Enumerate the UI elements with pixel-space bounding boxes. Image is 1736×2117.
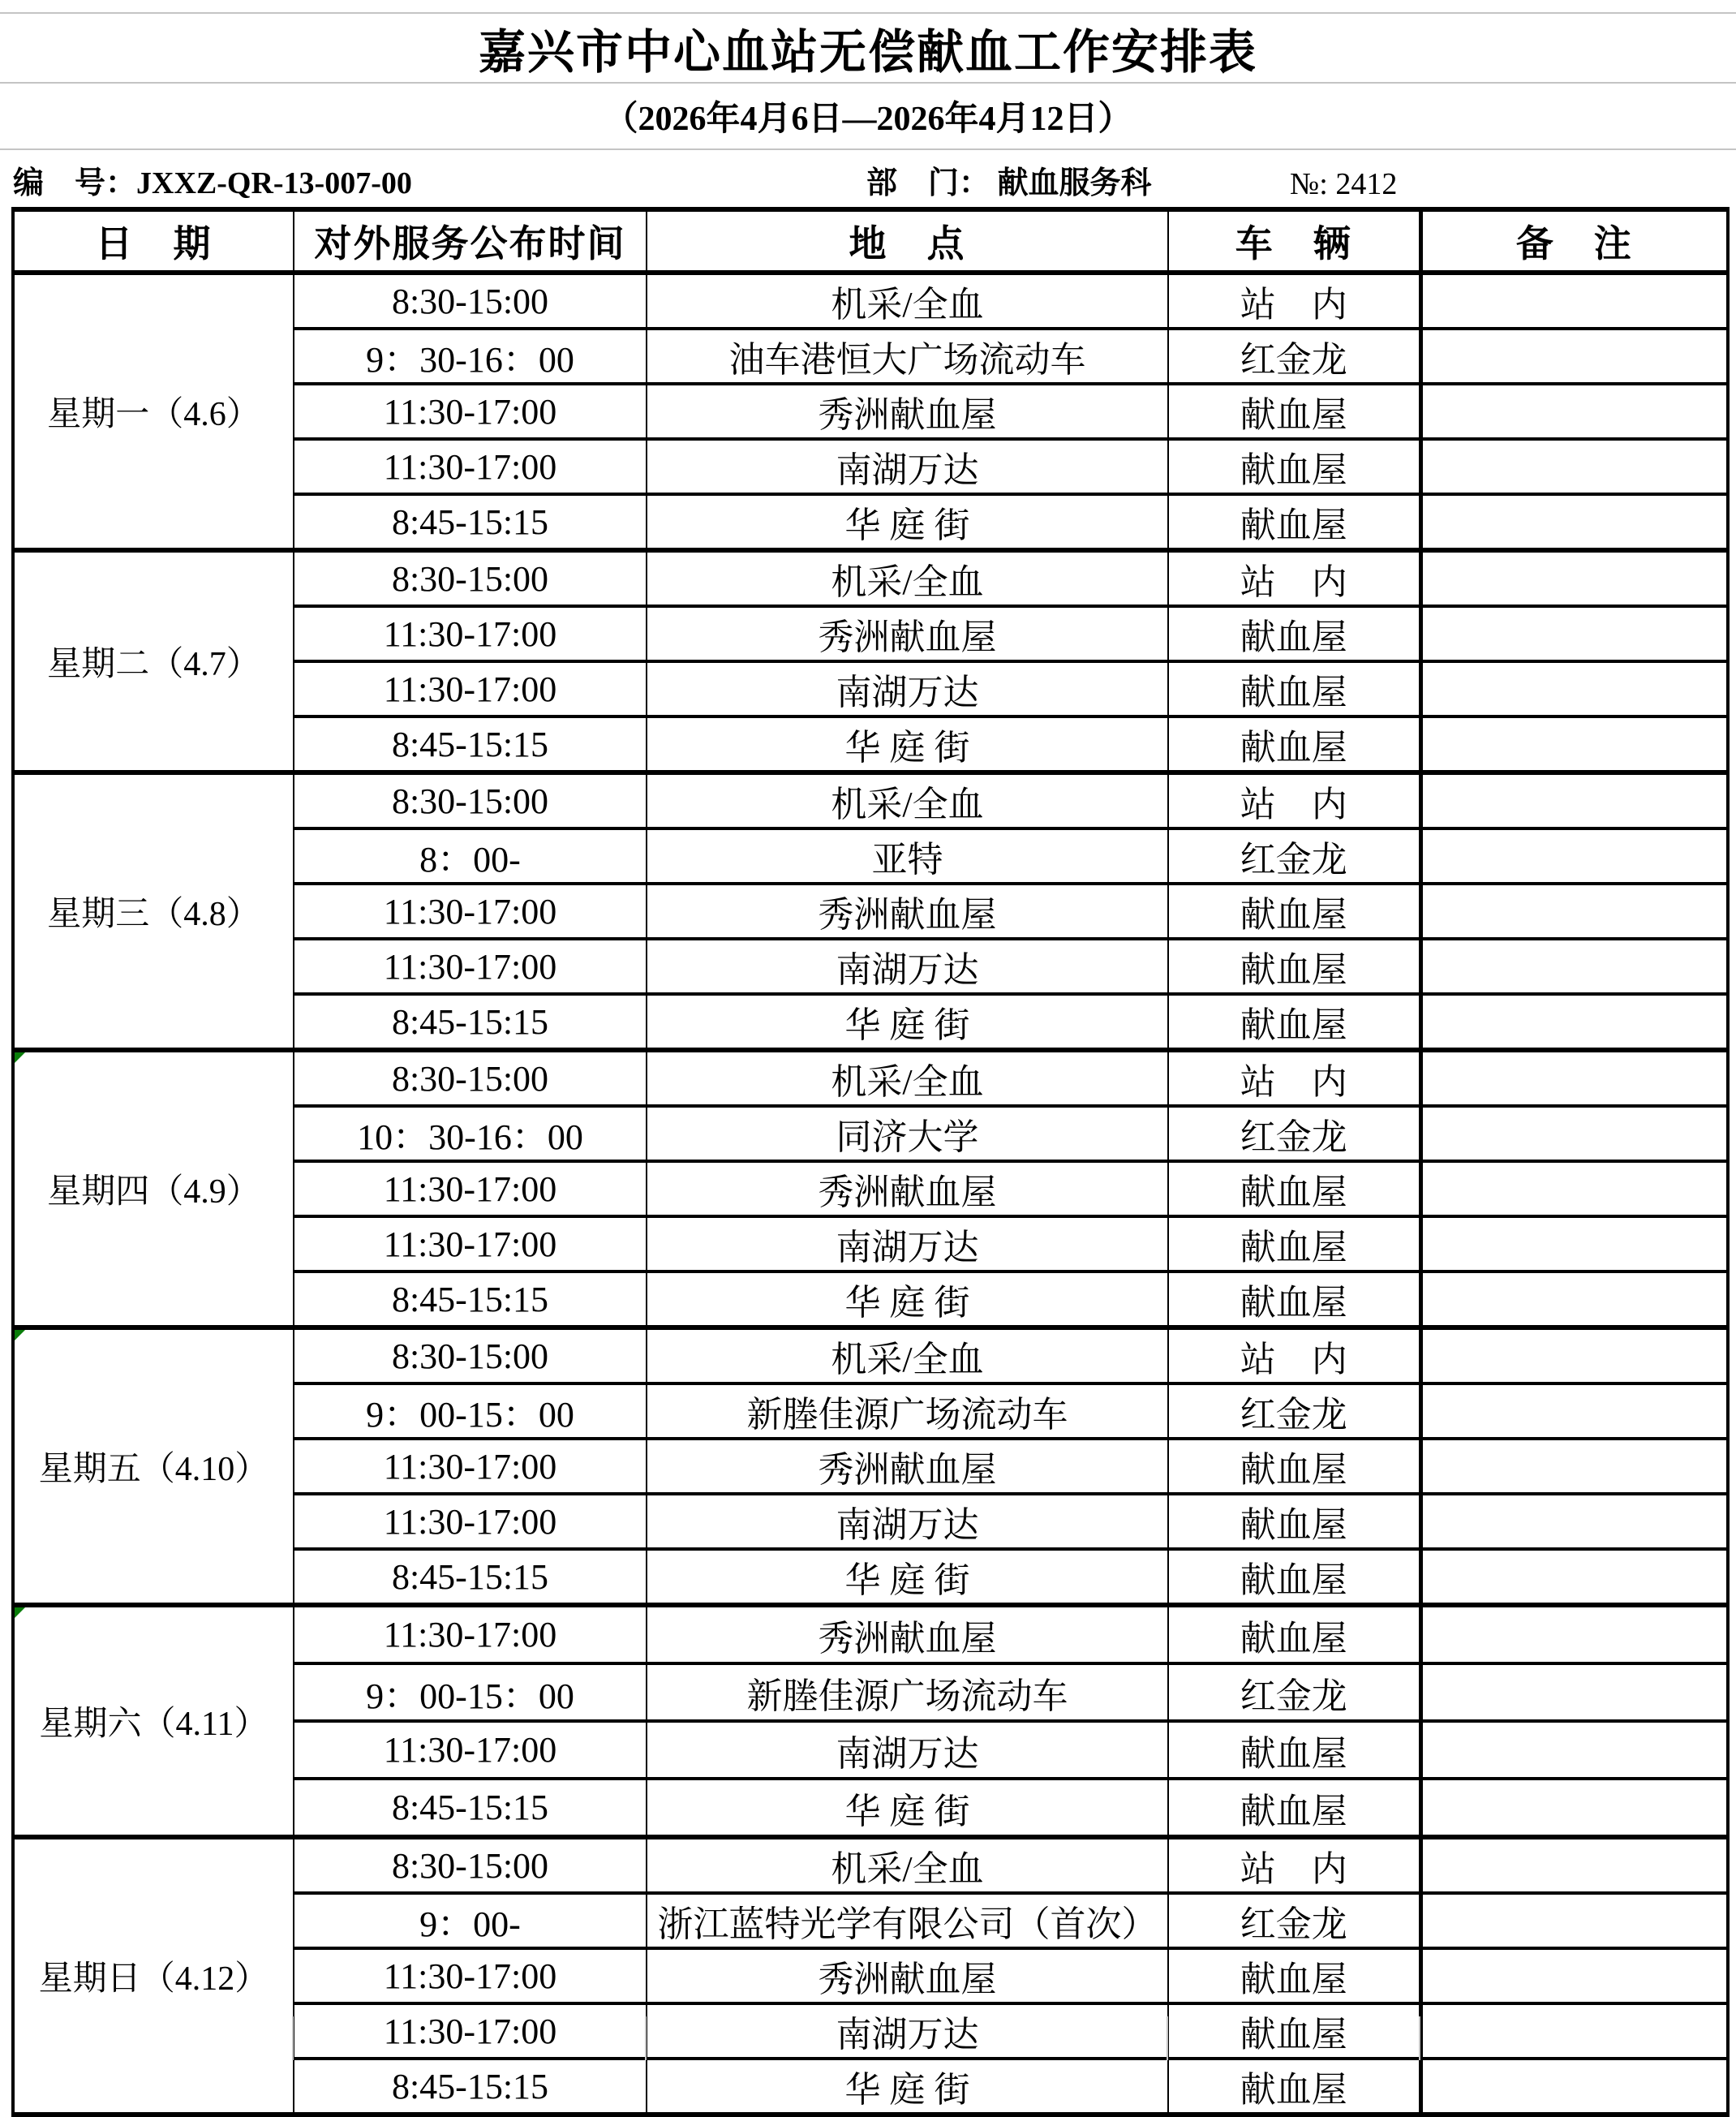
cell-vehicle: 站 内 [1168,273,1420,329]
subtitle-row [0,84,1736,150]
cell-time: 8：00- [294,828,647,884]
sheet-top-margin [0,0,1736,14]
cell-location: 华 庭 街 [647,1779,1168,1837]
cell-vehicle: 献血屋 [1168,1161,1420,1216]
cell-time: 11:30-17:00 [294,1948,647,2003]
cell-note [1420,1605,1728,1663]
cell-note [1420,716,1728,772]
cell-note [1420,1161,1728,1216]
cell-vehicle: 献血屋 [1168,2003,1420,2059]
page-title: 嘉兴市中心血站无偿献血工作安排表 [478,26,1257,79]
cell-vehicle: 站 内 [1168,1837,1420,1893]
cell-vehicle: 献血屋 [1168,1494,1420,1549]
cell-location: 机采/全血 [647,273,1168,329]
cell-location: 机采/全血 [647,1050,1168,1106]
cell-location: 新塍佳源广场流动车 [647,1383,1168,1439]
cell-note [1420,1663,1728,1721]
cell-location: 华 庭 街 [647,494,1168,550]
date-range-subtitle: （2026年4月6日—2026年4月12日） [604,101,1132,138]
day-label: 星期五（4.10） [38,1451,269,1488]
cell-note [1420,1779,1728,1837]
cell-vehicle: 站 内 [1168,1050,1420,1106]
cell-vehicle: 献血屋 [1168,716,1420,772]
cell-note [1420,606,1728,661]
cell-time: 8:30-15:00 [294,1327,647,1383]
cell-vehicle: 红金龙 [1168,329,1420,384]
cell-vehicle: 献血屋 [1168,661,1420,716]
gridline [1419,2016,1420,2060]
cell-note [1420,329,1728,384]
cell-vehicle: 红金龙 [1168,1893,1420,1948]
cell-flag-triangle-icon [15,1330,25,1340]
cell-vehicle: 献血屋 [1168,1779,1420,1837]
day-cell-wednesday: 星期三（4.8） [13,772,294,1050]
cell-vehicle: 献血屋 [1168,884,1420,939]
cell-location: 机采/全血 [647,1327,1168,1383]
cell-vehicle: 献血屋 [1168,1216,1420,1271]
cell-vehicle: 献血屋 [1168,494,1420,550]
cell-time: 11:30-17:00 [294,1494,647,1549]
schedule-row [13,1050,1728,1106]
cell-time: 11:30-17:00 [294,439,647,494]
cell-note [1420,1106,1728,1161]
day-cell-tuesday: 星期二（4.7） [13,550,294,772]
cell-location: 南湖万达 [647,1721,1168,1779]
header-row [13,209,1728,273]
cell-location: 南湖万达 [647,439,1168,494]
schedule-row [13,1605,1728,1663]
header-location: 地 点 [647,209,1168,273]
cell-note [1420,1050,1728,1106]
schedule-table [11,207,1730,2117]
cell-location: 同济大学 [647,1106,1168,1161]
document-number: 编 号：JXXZ-QR-13-007-00 [13,166,412,200]
cell-note [1420,550,1728,606]
cell-location: 秀洲献血屋 [647,606,1168,661]
day-cell-monday: 星期一（4.6） [13,273,294,550]
cell-location: 南湖万达 [647,1494,1168,1549]
cell-note [1420,994,1728,1050]
cell-note [1420,1383,1728,1439]
cell-vehicle: 献血屋 [1168,439,1420,494]
header-vehicle: 车 辆 [1168,209,1420,273]
cell-vehicle: 红金龙 [1168,1663,1420,1721]
cell-time: 8:30-15:00 [294,550,647,606]
day-cell-thursday [13,1050,294,1327]
cell-time: 11:30-17:00 [294,1161,647,1216]
cell-vehicle: 献血屋 [1168,994,1420,1050]
cell-location: 华 庭 街 [647,1271,1168,1327]
cell-note [1420,884,1728,939]
cell-note [1420,1494,1728,1549]
cell-vehicle: 献血屋 [1168,1948,1420,2003]
cell-vehicle: 红金龙 [1168,1106,1420,1161]
info-row [0,150,1736,207]
cell-vehicle: 献血屋 [1168,384,1420,439]
cell-time: 9：00-15：00 [294,1663,647,1721]
cell-location: 秀洲献血屋 [647,1439,1168,1494]
cell-location: 南湖万达 [647,1216,1168,1271]
cell-note [1420,1271,1728,1327]
cell-location: 浙江蓝特光学有限公司（首次） [647,1893,1168,1948]
cell-location: 南湖万达 [647,939,1168,994]
header-date: 日 期 [13,209,294,273]
cell-note [1420,772,1728,828]
cell-location: 华 庭 街 [647,2059,1168,2115]
gridline [1167,2016,1168,2060]
cell-time: 8:45-15:15 [294,994,647,1050]
cell-time: 8:30-15:00 [294,1050,647,1106]
cell-time: 10：30-16：00 [294,1106,647,1161]
cell-time: 8:30-15:00 [294,772,647,828]
cell-time: 9：30-16：00 [294,329,647,384]
cell-location: 南湖万达 [647,2003,1168,2059]
cell-time: 11:30-17:00 [294,939,647,994]
cell-time: 8:45-15:15 [294,2059,647,2115]
title-row [0,14,1736,84]
schedule-row [13,273,1728,329]
schedule-row [13,1327,1728,1383]
cell-vehicle: 献血屋 [1168,1605,1420,1663]
schedule-row [13,1837,1728,1893]
cell-time: 8:30-15:00 [294,1837,647,1893]
cell-flag-triangle-icon [15,1607,25,1618]
cell-location: 新塍佳源广场流动车 [647,1663,1168,1721]
cell-note [1420,439,1728,494]
cell-time: 11:30-17:00 [294,384,647,439]
cell-time: 11:30-17:00 [294,1605,647,1663]
cell-time: 11:30-17:00 [294,1439,647,1494]
cell-time: 11:30-17:00 [294,606,647,661]
cell-location: 秀洲献血屋 [647,1948,1168,2003]
cell-note [1420,1893,1728,1948]
cell-time: 11:30-17:00 [294,1721,647,1779]
day-cell-sunday: 星期日（4.12） [13,1837,294,2115]
cell-note [1420,384,1728,439]
cell-location: 机采/全血 [647,772,1168,828]
cell-note [1420,939,1728,994]
cell-note [1420,1837,1728,1893]
cell-note [1420,1948,1728,2003]
gridline [292,2016,294,2060]
cell-vehicle: 红金龙 [1168,1383,1420,1439]
header-time: 对外服务公布时间 [294,209,647,273]
cell-note [1420,828,1728,884]
cell-location: 华 庭 街 [647,716,1168,772]
cell-time: 8:45-15:15 [294,1549,647,1605]
schedule-row [13,550,1728,606]
cell-vehicle: 献血屋 [1168,2059,1420,2115]
cell-note [1420,1439,1728,1494]
cell-location: 秀洲献血屋 [647,884,1168,939]
day-label: 星期六（4.11） [39,1706,269,1743]
cell-note [1420,2059,1728,2115]
cell-note [1420,273,1728,329]
cell-time: 11:30-17:00 [294,661,647,716]
cell-location: 秀洲献血屋 [647,384,1168,439]
cell-vehicle: 站 内 [1168,1327,1420,1383]
cell-location: 华 庭 街 [647,1549,1168,1605]
day-cell-saturday [13,1605,294,1837]
cell-time: 11:30-17:00 [294,884,647,939]
cell-time: 8:45-15:15 [294,494,647,550]
cell-time: 9：00- [294,1893,647,1948]
gridline [645,2016,647,2060]
cell-time: 11:30-17:00 [294,1216,647,1271]
department-label: 部 门： 献血服务科 [866,166,1152,200]
cell-vehicle: 献血屋 [1168,1271,1420,1327]
cell-vehicle: 站 内 [1168,772,1420,828]
cell-vehicle: 站 内 [1168,550,1420,606]
cell-time: 11:30-17:00 [294,2003,647,2059]
cell-time: 8:45-15:15 [294,1779,647,1837]
cell-vehicle: 红金龙 [1168,828,1420,884]
cell-vehicle: 献血屋 [1168,1721,1420,1779]
cell-vehicle: 献血屋 [1168,939,1420,994]
cell-location: 秀洲献血屋 [647,1605,1168,1663]
cell-vehicle: 献血屋 [1168,1439,1420,1494]
day-label: 星期四（4.9） [47,1173,260,1211]
day-cell-friday [13,1327,294,1605]
header-note: 备 注 [1420,209,1728,273]
cell-note [1420,1721,1728,1779]
cell-vehicle: 献血屋 [1168,1549,1420,1605]
cell-note [1420,1216,1728,1271]
cell-time: 8:45-15:15 [294,1271,647,1327]
partial-empty-row [0,2016,1736,2060]
cell-note [1420,1327,1728,1383]
cell-note [1420,661,1728,716]
schedule-row [13,772,1728,828]
cell-time: 8:30-15:00 [294,273,647,329]
cell-time: 9：00-15：00 [294,1383,647,1439]
cell-location: 华 庭 街 [647,994,1168,1050]
cell-location: 秀洲献血屋 [647,1161,1168,1216]
serial-number: №: 2412 [1290,167,1398,201]
cell-location: 南湖万达 [647,661,1168,716]
cell-note [1420,1549,1728,1605]
cell-flag-triangle-icon [15,1052,25,1063]
cell-vehicle: 献血屋 [1168,606,1420,661]
cell-location: 油车港恒大广场流动车 [647,329,1168,384]
cell-location: 机采/全血 [647,550,1168,606]
cell-note [1420,494,1728,550]
cell-time: 8:45-15:15 [294,716,647,772]
cell-location: 亚特 [647,828,1168,884]
cell-location: 机采/全血 [647,1837,1168,1893]
